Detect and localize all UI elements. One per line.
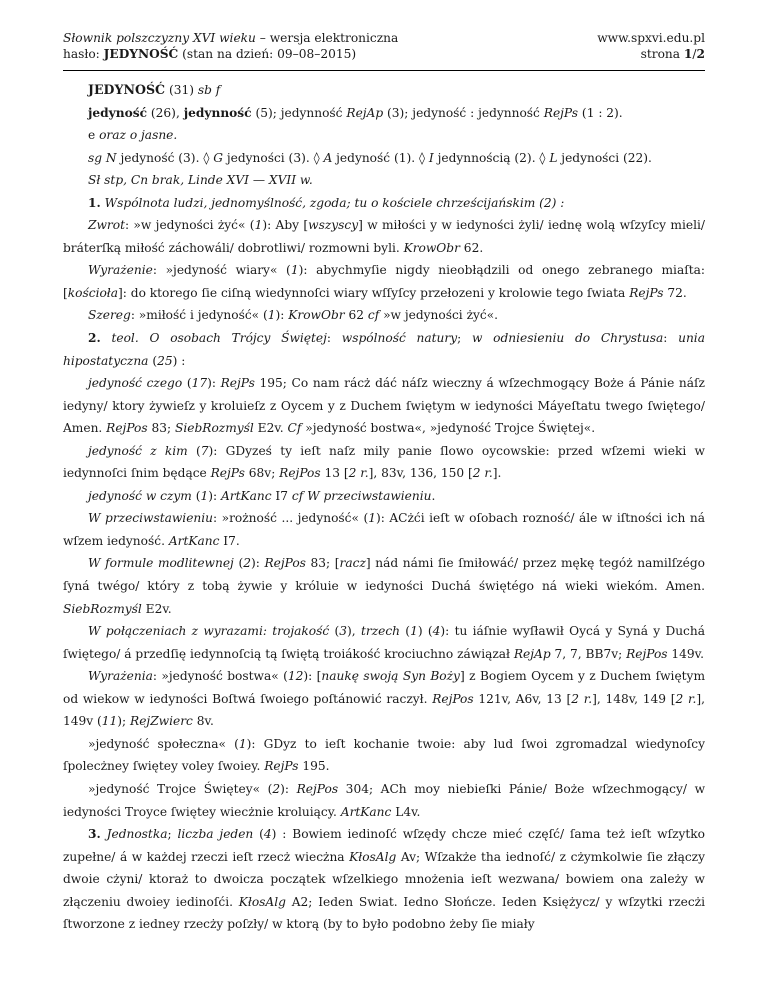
italic-run: 2 r. — [348, 466, 369, 481]
text-run: : — [663, 331, 679, 346]
italic-run: cf W przeciwstawieniu — [291, 488, 432, 503]
italic-run: trzech — [360, 624, 401, 639]
text-run: ] w miłości y w iedyności żyli/ iednę wolą wſzyſcy mieli/ bráterſką miłość záchowáli/ dobrotliwi/ rozmowni byli. — [63, 218, 705, 255]
bold-run: jedynność — [183, 105, 252, 120]
text-run: ( — [329, 624, 340, 639]
header-right — [597, 30, 705, 62]
page-number: 1 — [683, 47, 693, 61]
entry-body — [63, 79, 705, 936]
text-run: : »miłość i jedyność« ( — [130, 308, 268, 323]
italic-run: KrowObr — [288, 308, 345, 323]
dictionary-subtitle: – wersja elektroniczna — [255, 31, 399, 45]
italic-run: unia hipostatyczna — [63, 331, 705, 368]
text-run: L4v. — [391, 804, 421, 819]
italic-run: 4 — [263, 827, 272, 842]
italic-run: RejPs — [543, 105, 579, 120]
text-run: 149v. — [667, 646, 704, 661]
text-run: ( — [233, 556, 244, 571]
italic-run: RejPs — [264, 759, 299, 774]
text-run: ): [ — [303, 669, 322, 684]
dictionaries-line — [63, 169, 705, 192]
italic-run: Wyrażenie — [88, 263, 153, 278]
header-left — [63, 30, 398, 62]
text-run: ], 149v ( — [63, 691, 705, 729]
italic-run: 4 — [432, 624, 441, 639]
italic-run: 3 — [339, 624, 348, 639]
italic-run: w odniesieniu do Chrystusa — [471, 331, 664, 346]
text-run: ): tu iáſnie wyſławił Oycá y Syná y Duchá ſwiętego/ á przedſię iedynnoſcią tą ſwiętą troiákość krociuchno záwiązał — [63, 624, 706, 661]
entry-paragraph — [63, 778, 705, 823]
entry-headline — [63, 79, 705, 102]
italic-run: ArtKanc — [340, 804, 392, 819]
text-run: ): — [250, 556, 265, 571]
text-run: »jedyność Trojce Świętey« ( — [88, 781, 273, 796]
entry-paragraph — [63, 733, 705, 778]
italic-run: RejAp — [346, 105, 384, 120]
text-run: ) : Bowiem iedinoſć wſzędy chcze mieć częſć/ ſama też ieſt wſzytko zupełne/ á w każdej rzeczi ieſt rzecż wiecżna — [63, 827, 706, 864]
text-run: : — [326, 331, 342, 346]
italic-run: 2 r. — [472, 466, 493, 481]
bold-run: 2. — [88, 331, 101, 346]
italic-run: 7 — [200, 443, 209, 458]
text-run: ): Aby [ — [262, 218, 309, 233]
text-run: ( — [253, 827, 264, 842]
italic-run: 1 — [254, 218, 263, 233]
text-run: 121v, A6v, 13 [ — [473, 691, 572, 706]
text-run: Av; Wſzakże tha iednoſć/ z cżymkolwie ſie złączy dwoie cżyni/ ktorаż to dwoicza początek wſzelkiego mnożenia ieſt wezwana/ bowiem ona zależy w złączeniu dwoiey iedinoſći. — [63, 849, 705, 909]
header-divider — [63, 70, 705, 71]
text-run: ): — [208, 488, 221, 503]
entry-paragraph — [63, 304, 705, 327]
entry-word: JEDYNOŚĆ — [103, 47, 179, 61]
italic-run: W formule modlitewnej — [88, 556, 234, 571]
forms-line — [63, 102, 705, 125]
text-run: ): — [207, 376, 221, 391]
italic-run: 2 — [272, 781, 281, 796]
page-indicator — [597, 46, 705, 62]
text-run: 62 — [344, 308, 368, 323]
italic-run: RejPos — [279, 466, 321, 481]
italic-run: A — [323, 150, 333, 165]
text-run: 72. — [663, 285, 687, 300]
text-run: 68v; — [244, 466, 280, 481]
italic-run: 25 — [157, 353, 173, 368]
italic-run: 1 — [238, 736, 247, 751]
text-run: : »jedyność wiary« ( — [152, 263, 291, 278]
text-run: E2v. — [253, 421, 288, 436]
italic-run: kościoła — [67, 285, 119, 300]
italic-run: RejPs — [220, 376, 255, 391]
italic-run: KłosAlg — [238, 894, 286, 909]
text-run: ): — [275, 308, 289, 323]
bold-run: jedyność — [88, 105, 148, 120]
italic-run: RejPs — [210, 466, 245, 481]
entry-status: (stan na dzień: 09–08–2015) — [178, 47, 357, 61]
entry-paragraph — [63, 214, 705, 259]
italic-run: ArtKanc — [220, 488, 272, 503]
text-run: ] z Bogiem Oycem y z Duchem ſwiętym od wiekow w iedyności Boſtwá ſwoiego poſtánowić raczył. — [63, 669, 706, 706]
site-url[interactable]: www.spxvi.edu.pl — [597, 31, 705, 45]
text-run: A2; Ieden Swiat. Iedno Słończe. Ieden Księżycz/ y wſzytki rzecżi ſtworzone z iedney rzecży poſzły/ w ktorą (by to było podobno żeby ſie miały — [63, 894, 705, 932]
italic-run: Cf — [287, 421, 302, 436]
italic-run: RejPos — [296, 781, 339, 796]
italic-run: SiebRozmyśl — [175, 421, 254, 436]
text-run: ], 83v, 136, 150 [ — [368, 466, 473, 481]
italic-run: 1 — [200, 488, 209, 503]
italic-run: naukę swoją Syn Boży — [321, 669, 460, 684]
italic-run: RejAp — [513, 646, 551, 661]
italic-run: cf — [367, 308, 380, 323]
text-run: ( — [182, 376, 192, 391]
italic-run: 1 — [267, 308, 276, 323]
entry-paragraph — [63, 440, 705, 485]
text-run — [101, 331, 112, 345]
text-run: (1 : 2). — [578, 105, 623, 120]
italic-run: 1 — [410, 624, 418, 639]
italic-run: L — [549, 150, 558, 165]
text-run: : »w jedyności żyć« ( — [124, 218, 255, 233]
italic-run: wspólność natury — [341, 331, 458, 346]
page-separator: / — [692, 47, 697, 61]
italic-run: Zwrot — [88, 218, 125, 233]
text-run: 195; Co nam rácż dáć náſz wieczny á wſzechmogący Boże á Pánie náſz iedyny/ ktory żywieſz y kroluieſz z Oycem y z Duchem ſwiętym w iedyności Máyeſtatu twego ſwiętego/ Amen. — [63, 376, 705, 436]
entry-paragraph — [63, 259, 705, 304]
text-run: (3); jedyność : jedynność — [383, 105, 544, 120]
entry-paragraph — [63, 665, 705, 733]
text-run: 83; [ — [305, 556, 340, 571]
headword: JEDYNOŚĆ — [88, 82, 166, 97]
text-run: ) ( — [417, 624, 433, 639]
italic-run: liczba jeden — [177, 827, 254, 842]
text-run: ( — [191, 488, 201, 503]
text-run: 304; ACh moy niebieſki Pánie/ Boże wſzechmogący/ w iedyności Troyce ſwiętey wiecżnie kroluiący. — [63, 781, 705, 819]
italic-run: RejPos — [264, 556, 306, 571]
italic-run: I — [428, 150, 434, 165]
italic-run: Szereg — [88, 308, 131, 323]
text-run: ) : — [172, 353, 186, 368]
italic-run: RejPs — [629, 285, 664, 300]
italic-run: KrowObr — [403, 240, 460, 255]
italic-run: KłosAlg — [349, 849, 397, 864]
italic-run: RejPos — [432, 691, 474, 706]
entry-prefix: hasło: — [63, 47, 104, 61]
text-run: I7 — [271, 488, 292, 503]
text-run: ): ACżći ieſt w oſobach rozność/ ále w iſtności ich ná wſzem iedyność. — [63, 511, 705, 548]
italic-run: SiebRozmyśl — [63, 601, 142, 616]
text-run: »jedyność bostwa«, »jedyność Trojce Świętej«. — [301, 421, 596, 436]
entry-paragraph — [63, 485, 705, 508]
text-run: ( — [148, 353, 158, 368]
italic-run: 12 — [287, 669, 304, 684]
text-run: jedyność (1). ◊ — [332, 150, 429, 165]
text-run: ): GDyz to ieſt kochanie twoie: aby lud ſwoi zgromadzal wiedynoſcy ſpolecżney ſwiętey voley ſwoiey. — [63, 736, 705, 774]
text-run: jedyności (3). ◊ — [222, 150, 324, 165]
italic-run: oraz o jasne. — [99, 128, 178, 143]
text-run: 13 [ — [320, 466, 349, 481]
italic-run: teol. O osobach Trójcy Świętej — [111, 331, 327, 346]
entry-paragraph — [63, 372, 705, 440]
text-run: 62. — [459, 240, 484, 255]
italic-run: 1 — [368, 511, 376, 526]
dictionary-title-line — [63, 30, 398, 46]
text-run: ), — [347, 624, 361, 639]
flexion-line — [63, 147, 705, 170]
bold-run: 3. — [88, 827, 101, 842]
text-run: ); — [117, 714, 131, 729]
text-run: ( — [187, 443, 201, 458]
italic-run: 11 — [101, 714, 118, 729]
text-run: 83; — [147, 421, 176, 436]
italic-run: RejPos — [626, 646, 668, 661]
italic-run: RejPos — [106, 421, 148, 436]
italic-run: RejZwierc — [130, 714, 193, 729]
italic-run: jedyność czego — [88, 376, 183, 391]
italic-run: jedyność w czym — [88, 488, 192, 503]
italic-run: 2 r. — [675, 691, 697, 706]
italic-run: racz — [339, 556, 366, 571]
italic-run: G — [213, 150, 223, 165]
text-run: : »jedyność bostwa« ( — [152, 669, 288, 684]
italic-run: jedyność z kim — [88, 443, 188, 458]
text-run: : »rożność ... jedyność« ( — [213, 511, 369, 526]
entry-info-line — [63, 46, 398, 62]
part-of-speech: sb f — [197, 83, 221, 97]
page-label: strona — [640, 47, 684, 61]
entry-paragraph — [63, 620, 705, 665]
text-run: »jedyność społeczna« ( — [88, 736, 239, 751]
entry-paragraph — [63, 823, 705, 936]
italic-run: sg N — [88, 150, 117, 165]
text-run: ]: do ktorego ſie ciſną wiedynnoſci wiary wſſyſcy przełozeni y krolowie tego ſwiata — [118, 285, 630, 300]
text-run: (26), — [147, 105, 184, 120]
text-run: I7. — [219, 533, 240, 548]
entry-paragraph — [63, 552, 705, 620]
italic-run: W przeciwstawieniu — [88, 511, 214, 526]
text-run: 8v. — [192, 714, 214, 729]
text-run: ]. — [492, 466, 502, 481]
entry-paragraph — [63, 507, 705, 552]
text-run: ], 148v, 149 [ — [592, 691, 676, 706]
page-total: 2 — [696, 47, 705, 61]
entry-paragraphs — [63, 192, 705, 936]
text-run: jedynnością (2). ◊ — [433, 150, 550, 165]
text-run: ; — [457, 331, 472, 346]
entry-paragraph — [63, 327, 705, 372]
italic-run: Jednostka — [106, 827, 168, 842]
italic-run: W połączeniach z wyrazami: trojakość — [88, 624, 330, 639]
text-run: 195. — [298, 759, 330, 774]
italic-run: 2 r. — [571, 691, 593, 706]
text-run: jedyność (3). ◊ — [116, 150, 214, 165]
text-run: ( — [400, 624, 411, 639]
text-run: ): abychmyſie nigdy nieobłądzili od onego zebranego miaſta: [ — [63, 263, 706, 300]
italic-run: Sł stp, Cn brak, Linde XVI — XVII w. — [88, 173, 313, 188]
text-run: (5); jedynność — [251, 105, 347, 120]
text-run: jedyności (22). — [557, 150, 652, 165]
text-run: 7, 7, BB7v; — [550, 646, 627, 661]
text-run: »w jedyności żyć«. — [379, 308, 499, 323]
dictionary-title: Słownik polszczyzny XVI wieku — [63, 31, 256, 45]
italic-run: Wyrażenia — [88, 669, 153, 684]
italic-run: 2 — [243, 556, 251, 571]
text-run: e — [88, 128, 100, 143]
italic-run: wszyscy — [308, 218, 359, 233]
entry-paragraph — [63, 192, 705, 215]
italic-run: ArtKanc — [168, 533, 220, 548]
italic-run: Wspólnota ludzi, jednomyślność, zgoda; tu o kościele chrześcijańskim (2) : — [104, 195, 565, 210]
italic-run: 1 — [290, 263, 299, 278]
text-run: ): GDyześ ty ieſt naſz mily panie ſlowo oycowskie: przed wſzemi wieki w iedynnoſci ſnim będące — [63, 443, 705, 481]
text-run: E2v. — [141, 601, 172, 616]
text-run: ] nád námi ſie ſmiłowáć/ przez mękę tegóż namilſzégo ſyná twégo/ który z tobą żywie y króluie w iedyności Duchá świętégo ná wieki wiekóm. Amen. — [63, 556, 705, 594]
frequency-count: (31) — [165, 83, 198, 97]
italic-run: 17 — [191, 376, 208, 391]
text-run: ): — [280, 781, 297, 796]
bold-run: 1. — [88, 195, 101, 210]
text-run: ; — [167, 827, 178, 842]
text-run: . — [431, 488, 436, 503]
vowels-line — [63, 124, 705, 147]
